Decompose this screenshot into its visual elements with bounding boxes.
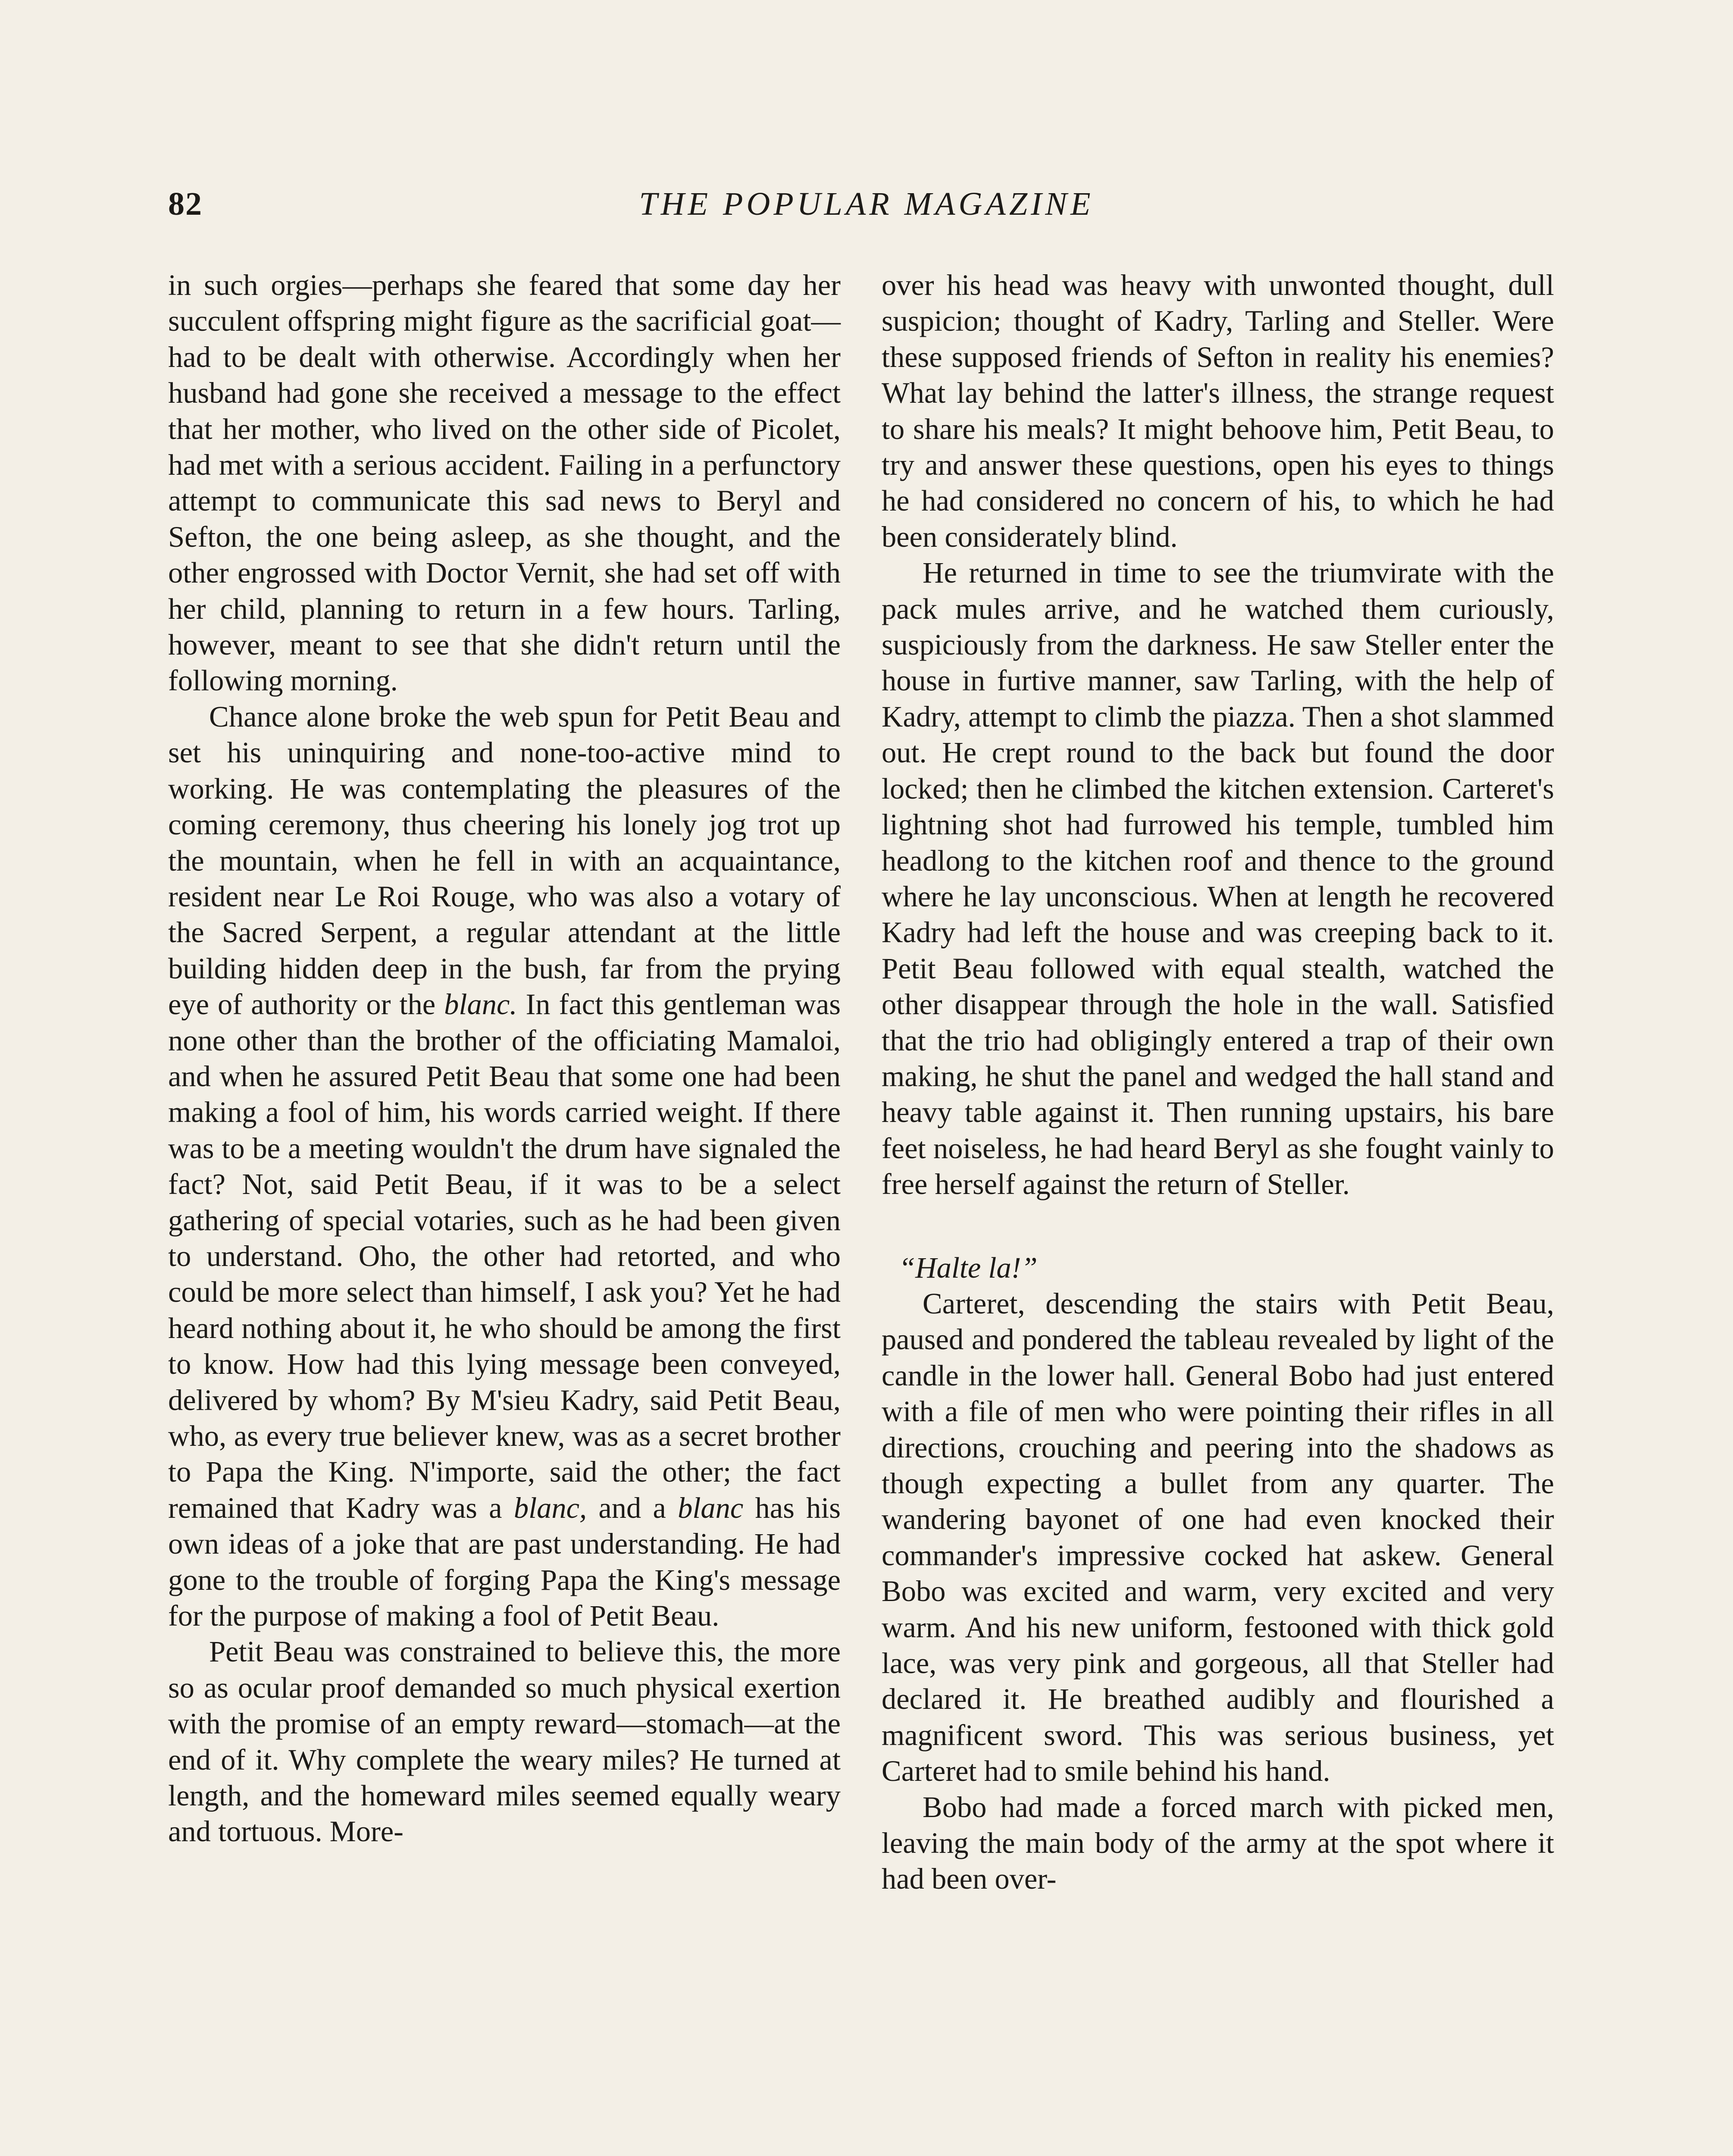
paragraph: in such orgies—perhaps she feared that some day her succulent offspring might figure as the sacrificial goat—had to be dealt with otherwise. Accordingly when her husband had gone she received a message to the effect that her mother, who lived on the other side of Picolet, had met with a serious accident. Failing in a perfunctory attempt to communicate this sad news to Beryl and Sefton, the one being asleep, as she thought, and the other engrossed with Doctor Vernit, she had set off with her child, planning to return in a few hours. Tarling, however, meant to see that she didn't return until the following morning. <box>168 269 841 697</box>
text-run: has his own ideas of a joke that are past understanding. He had gone to the trouble of forging Papa the King's message for the purpose of making a fool of Petit Beau. <box>168 1491 841 1633</box>
paragraph: He returned in time to see the triumvirate with the pack mules arrive, and he watched them curiously, suspiciously from the darkness. He saw Steller enter the house in furtive manner, saw Tarling, with the help of Kadry, attempt to climb the piazza. Then a shot slammed out. He crept round to the back but found the door locked; then he climbed the kitchen extension. Carteret's lightning shot had furrowed his temple, tumbled him headlong to the kitchen roof and thence to the ground where he lay unconscious. When at length he recovered Kadry had left the house and was creeping back to it. Petit Beau followed with equal stealth, watched the other disappear through the hole in the wall. Satisfied that the trio had obligingly entered a trap of their own making, he shut the panel and wedged the hall stand and heavy table against it. Then running upstairs, his bare feet noiseless, he had heard Beryl as she fought vainly to free herself against the return of Steller. <box>882 556 1554 1201</box>
text-run: and a <box>587 1491 678 1524</box>
page-number: 82 <box>168 186 203 222</box>
left-column <box>168 267 841 1850</box>
paragraph <box>168 699 841 1634</box>
text-run: In fact this gentleman was none other than the brother of the officiating Mamaloi, and when he assured Petit Beau that some one had been making a fool of him, his words carried weight. If there was to be a meeting wouldn't the drum have signaled the fact? Not, said Petit Beau, if it was to be a select gathering of special votaries, such as he had been given to understand. Oho, the other had retorted, and who could be more select than himself, I ask you? Yet he had heard nothing about it, he who should be among the first to know. How had this lying message been conveyed, delivered by whom? By M'sieu Kadry, said Petit Beau, who, as every true believer knew, was as a secret brother to Papa the King. N'importe, said the other; the fact remained that Kadry was a <box>168 988 841 1524</box>
running-head: THE POPULAR MAGAZINE <box>639 186 1094 222</box>
italic-word: blanc. <box>444 988 517 1021</box>
page-header <box>168 185 1565 237</box>
paragraph: Carteret, descending the stairs with Petit Beau, paused and pondered the tableau revealed by light of the candle in the lower hall. General Bobo had just entered with a file of men who were pointing their rifles in all directions, crouching and peering into the shadows as though expecting a bullet from any quarter. The wandering bayonet of one had even knocked their commander's impressive cocked hat askew. General Bobo was excited and warm, very excited and very warm. And his new uniform, festooned with thick gold lace, was very pink and gorgeous, all that Steller had declared it. He breathed audibly and flourished a magnificent sword. This was serious business, yet Carteret had to smile behind his hand. <box>882 1287 1554 1788</box>
section-break-heading: “Halte la!” <box>899 1251 1038 1284</box>
paragraph: over his head was heavy with unwonted thought, dull suspicion; thought of Kadry, Tarling and Steller. Were these supposed friends of Sefton in reality his enemies? What lay behind the latter's illness, the strange request to share his meals? It might behoove him, Petit Beau, to try and answer these questions, open his eyes to things he had considered no concern of his, to which he had been considerately blind. <box>882 269 1554 553</box>
italic-word: blanc, <box>513 1491 587 1524</box>
text-run: Chance alone broke the web spun for Petit Beau and set his uninquiring and none-too-active mind to working. He was contemplating the pleasures of the coming ceremony, thus cheering his lonely jog trot up the mountain, when he fell in with an acquaintance, resident near Le Roi Rouge, who was also a votary of the Sacred Serpent, a regular attendant at the little building hidden deep in the bush, far from the prying eye of authority or the <box>168 700 841 1021</box>
paragraph: Petit Beau was constrained to believe this, the more so as ocular proof demanded so much physical exertion with the promise of an empty reward—stomach—at the end of it. Why complete the weary miles? He turned at length, and the homeward miles seemed equally weary and tortuous. More- <box>168 1635 841 1848</box>
right-column <box>882 267 1554 1897</box>
paragraph: Bobo had made a forced march with picked men, leaving the main body of the army at the spot where it had been over- <box>882 1790 1554 1896</box>
italic-word: blanc <box>678 1491 744 1524</box>
